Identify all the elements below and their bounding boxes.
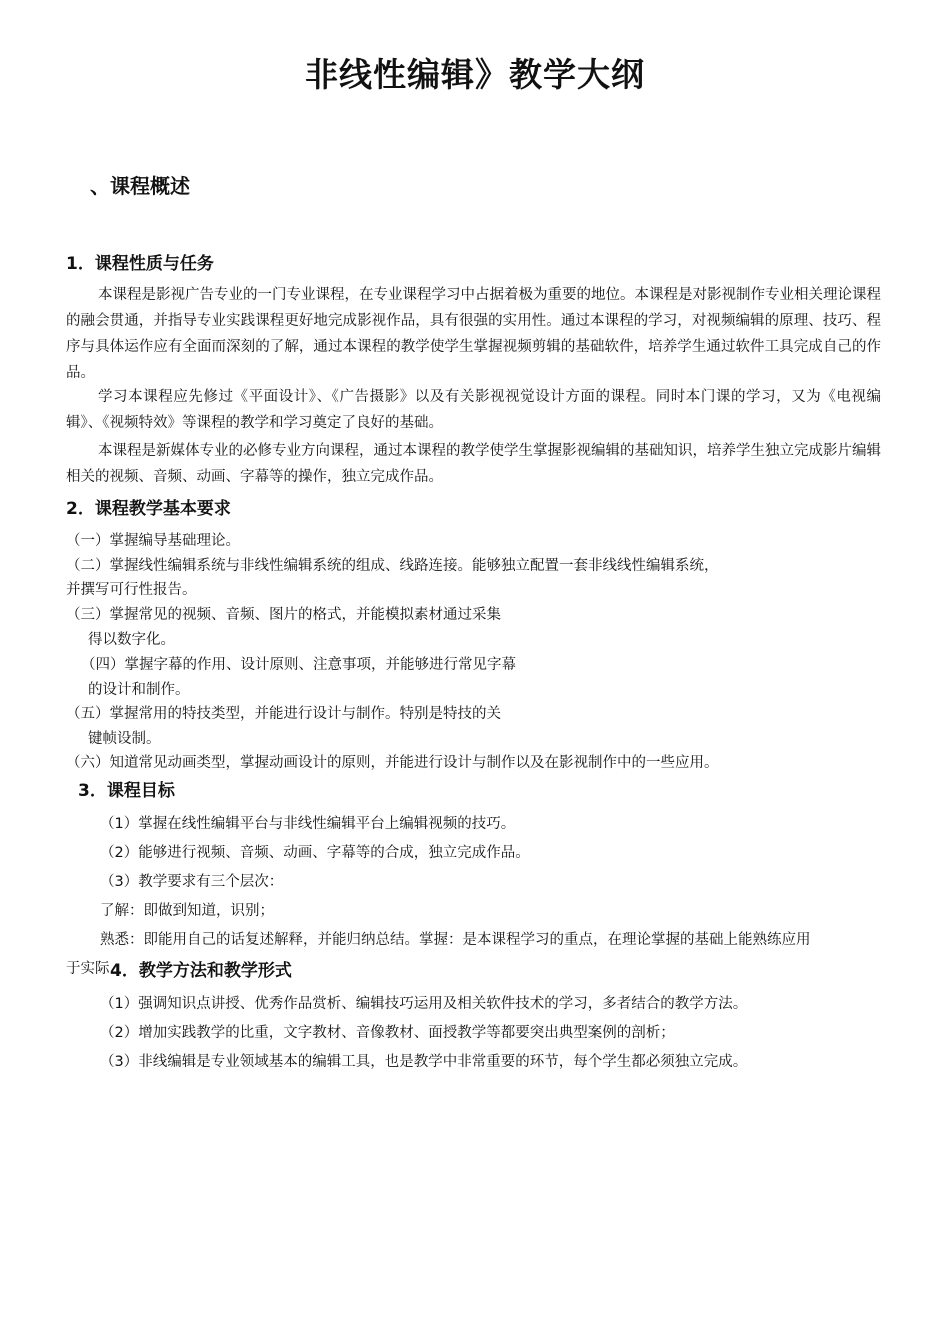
sec4-line-3: （3）非线编辑是专业领域基本的编辑工具，也是教学中非常重要的环节，每个学生都必须独立完成。	[100, 1054, 748, 1070]
sec2-line-5: 得以数字化。	[88, 632, 175, 648]
sec1-paragraph-1: 本课程是影视广告专业的一门专业课程，在专业课程学习中占据着极为重要的地位。本课程是对影视制作专业相关理论课程的融会贯通，并指导专业实践课程更好地完成影视作品，具有很强的实用性。通过本课程的学习，对视频编辑的原理、技巧、程序与具体运作应有全面而深刻的了解，通过本课程的教学使学生掌握视频剪辑的基础软件，培养学生通过软件工具完成自己的作品。	[66, 287, 881, 381]
sec3-line-1: （1）掌握在线性编辑平台与非线性编辑平台上编辑视频的技巧。	[100, 816, 516, 832]
sec2-line-2: （二）掌握线性编辑系统与非线性编辑系统的组成、线路连接。能够独立配置一套非线线性编辑系统，	[66, 558, 719, 574]
sec2-line-3: 并撰写可行性报告。	[66, 582, 197, 598]
sec2-line-7: 的设计和制作。	[88, 682, 190, 698]
sec2-line-4: （三）掌握常见的视频、音频、图片的格式，并能模拟素材通过采集	[66, 607, 501, 623]
section-4-heading: 4．教学方法和教学形式	[110, 961, 292, 981]
section-3-heading: 3．课程目标	[78, 781, 175, 801]
document-title: 非线性编辑》教学大纲	[305, 55, 645, 94]
sec2-line-8: （五）掌握常用的特技类型，并能进行设计与制作。特别是特技的关	[66, 706, 501, 722]
sec2-line-1: （一）掌握编导基础理论。	[66, 533, 240, 549]
sec2-line-6: （四）掌握字幕的作用、设计原则、注意事项，并能够进行常见字幕	[81, 657, 516, 673]
sec1-paragraph-3: 本课程是新媒体专业的必修专业方向课程，通过本课程的教学使学生掌握影视编辑的基础知识，培养学生独立完成影片编辑相关的视频、音频、动画、字幕等的操作，独立完成作品。	[66, 443, 881, 485]
sec4-line-2: （2）增加实践教学的比重，文字教材、音像教材、面授教学等都要突出典型案例的剖析；	[100, 1025, 675, 1041]
sec3-line-2: （2）能够进行视频、音频、动画、字幕等的合成，独立完成作品。	[100, 845, 530, 861]
sec2-line-10: （六）知道常见动画类型，掌握动画设计的原则，并能进行设计与制作以及在影视制作中的一些应用。	[66, 755, 719, 771]
section-heading-overview: 、课程概述	[90, 174, 190, 198]
sec3-line-3: （3）教学要求有三个层次：	[100, 874, 284, 890]
section-1-heading: 1．课程性质与任务	[66, 254, 214, 274]
sec3-line-4: 了解：即做到知道，识别；	[100, 903, 274, 919]
sec3-line-6: 于实际	[66, 961, 110, 977]
sec2-line-9: 键帧设制。	[88, 731, 161, 747]
sec4-line-1: （1）强调知识点讲授、优秀作品赏析、编辑技巧运用及相关软件技术的学习，多者结合的教学方法。	[100, 996, 748, 1012]
sec3-line-5: 熟悉：即能用自己的话复述解释，并能归纳总结。掌握：是本课程学习的重点，在理论掌握的基础上能熟练应用	[100, 932, 811, 948]
sec1-paragraph-2: 学习本课程应先修过《平面设计》、《广告摄影》以及有关影视视觉设计方面的课程。同时本门课的学习，又为《电视编辑》、《视频特效》等课程的教学和学习奠定了良好的基础。	[66, 389, 881, 431]
section-2-heading: 2．课程教学基本要求	[66, 499, 231, 519]
